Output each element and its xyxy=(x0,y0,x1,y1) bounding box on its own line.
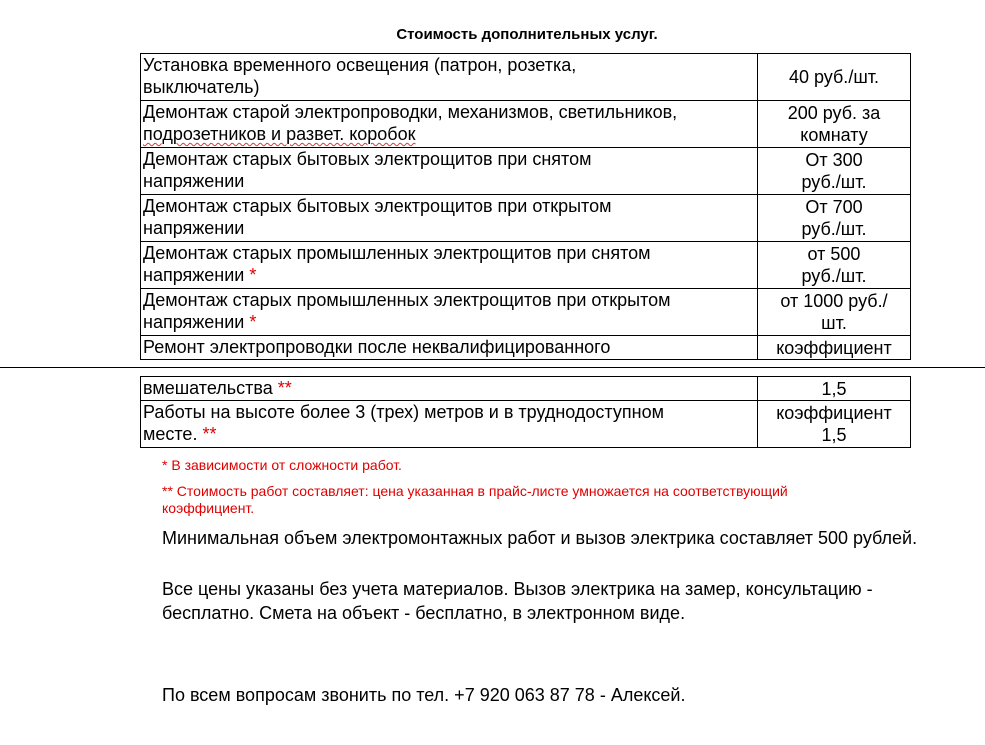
footnote-marker: * xyxy=(249,265,257,285)
page-title: Стоимость дополнительных услуг. xyxy=(396,26,658,43)
table-row xyxy=(141,377,911,401)
footnote-marker: ** xyxy=(277,378,292,398)
service-price: 200 руб. за комнату xyxy=(758,101,911,148)
minimum-order-text: Минимальная объем электромонтажных работ и вызов электрика составляет 500 рублей. xyxy=(162,528,918,548)
footnote-marker: * xyxy=(249,312,257,332)
service-price: 1,5 xyxy=(758,377,911,401)
footnote-2: ** Стоимость работ составляет: цена указанная в прайс-листе умножается на соответствующий коэффициент. xyxy=(162,483,788,516)
service-price: 40 руб./шт. xyxy=(758,54,911,101)
service-description: Установка временного освещения (патрон, розетка, выключатель) xyxy=(141,54,758,101)
service-description: Демонтаж старых промышленных электрощитов при открытом напряжении * xyxy=(141,289,758,336)
service-price: коэффициент 1,5 xyxy=(758,401,911,448)
service-description: вмешательства ** xyxy=(141,377,758,401)
table-row xyxy=(141,195,911,242)
service-description: Демонтаж старых бытовых электрощитов при снятом напряжении xyxy=(141,148,758,195)
service-price: коэффициент xyxy=(758,336,911,360)
service-price: От 700 руб./шт. xyxy=(758,195,911,242)
table-row xyxy=(141,289,911,336)
page-break-line xyxy=(0,367,985,368)
service-price: От 300 руб./шт. xyxy=(758,148,911,195)
table-row xyxy=(141,54,911,101)
table-row xyxy=(141,336,911,360)
services-table-bottom xyxy=(140,376,911,448)
table-row xyxy=(141,148,911,195)
service-description: Ремонт электропроводки после неквалифицированного xyxy=(141,336,758,360)
service-description: Демонтаж старой электропроводки, механизмов, светильников, подрозетников и развет. коробок xyxy=(141,101,758,148)
services-table-top xyxy=(140,53,911,360)
contact-text: По всем вопросам звонить по тел. +7 920 063 87 78 - Алексей. xyxy=(162,685,686,705)
service-description: Работы на высоте более 3 (трех) метров и в труднодоступном месте. ** xyxy=(141,401,758,448)
footnote-marker: ** xyxy=(202,424,217,444)
service-description: Демонтаж старых промышленных электрощитов при снятом напряжении * xyxy=(141,242,758,289)
footnote-1: * В зависимости от сложности работ. xyxy=(162,457,402,473)
table-row xyxy=(141,242,911,289)
service-price: от 500 руб./шт. xyxy=(758,242,911,289)
prices-info-text: Все цены указаны без учета материалов. Вызов электрика на замер, консультацию - бесплатно. Смета на объект - бесплатно, в электронном виде. xyxy=(162,579,873,623)
spellcheck-underline: подрозетников и развет. коробок xyxy=(143,124,416,144)
table-row xyxy=(141,401,911,448)
table-row xyxy=(141,101,911,148)
service-price: от 1000 руб./ шт. xyxy=(758,289,911,336)
service-description: Демонтаж старых бытовых электрощитов при открытом напряжении xyxy=(141,195,758,242)
